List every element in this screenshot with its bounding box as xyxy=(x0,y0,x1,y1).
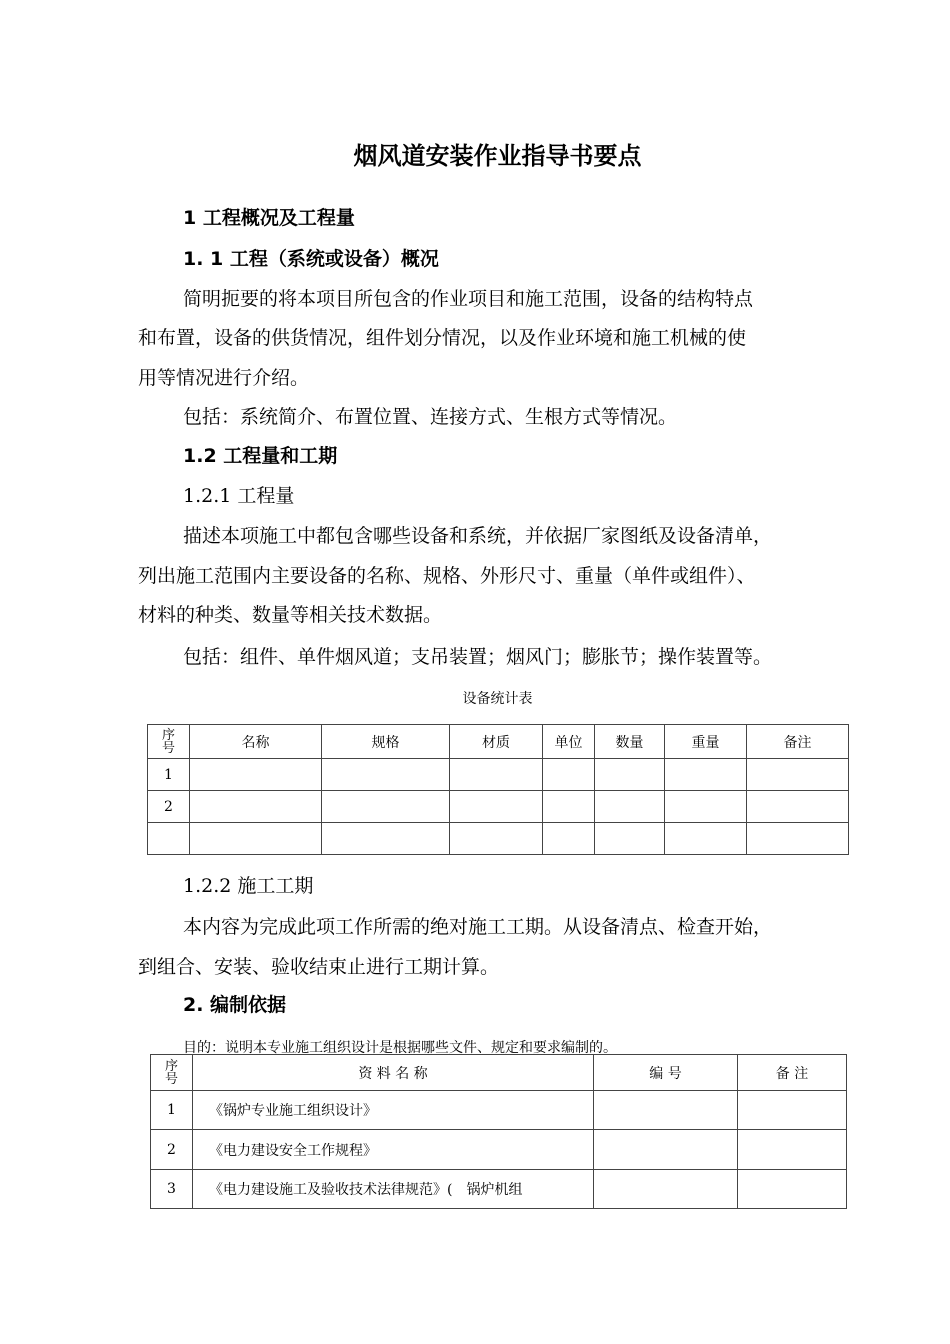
table-header-row xyxy=(148,725,849,759)
table-cell xyxy=(450,759,543,791)
table-row xyxy=(151,1091,847,1130)
header-cell: 数量 xyxy=(595,725,665,759)
table-cell xyxy=(738,1169,847,1208)
table-cell xyxy=(148,823,190,855)
table-cell xyxy=(543,759,595,791)
table-cell: 《电力建设安全工作规程》 xyxy=(193,1130,594,1169)
header-cell: 编 号 xyxy=(594,1055,738,1091)
paragraph-line: 和布置，设备的供货情况，组件划分情况，以及作业环境和施工机械的使 xyxy=(138,327,747,349)
table-header-row xyxy=(151,1055,847,1091)
section-1-2-2-heading: 1.2.2 施工工期 xyxy=(183,875,314,897)
table-cell: 2 xyxy=(148,791,190,823)
paragraph-line: 列出施工范围内主要设备的名称、规格、外形尺寸、重量（单件或组件）、 xyxy=(138,565,756,587)
table-cell: 2 xyxy=(151,1130,193,1169)
table-cell xyxy=(190,823,322,855)
table-row xyxy=(148,791,849,823)
header-cell: 名称 xyxy=(190,725,322,759)
section-2-note: 目的：说明本专业施工组织设计是根据哪些文件、规定和要求编制的。 xyxy=(183,1040,617,1056)
header-cell: 序号 xyxy=(151,1055,193,1091)
table-cell xyxy=(594,1169,738,1208)
table-cell xyxy=(665,823,747,855)
page-title: 烟风道安装作业指导书要点 xyxy=(353,142,642,170)
table-cell xyxy=(747,759,849,791)
section-1-2-heading: 1.2 工程量和工期 xyxy=(183,445,338,467)
table-cell xyxy=(322,791,450,823)
table-cell xyxy=(543,791,595,823)
table-cell xyxy=(594,1091,738,1130)
paragraph-line: 包括：组件、单件烟风道；支吊装置；烟风门；膨胀节；操作装置等。 xyxy=(183,646,773,668)
header-cell: 资 料 名 称 xyxy=(193,1055,594,1091)
paragraph-line: 本内容为完成此项工作所需的绝对施工工期。从设备清点、检查开始， xyxy=(183,916,773,938)
table-cell xyxy=(450,823,543,855)
table-row xyxy=(151,1169,847,1208)
section-1-heading: 1 工程概况及工程量 xyxy=(183,207,355,229)
table-cell xyxy=(595,791,665,823)
table-cell xyxy=(595,759,665,791)
table-row xyxy=(151,1130,847,1169)
table-cell xyxy=(322,759,450,791)
paragraph-line: 到组合、安装、验收结束止进行工期计算。 xyxy=(138,956,500,978)
table-cell xyxy=(738,1091,847,1130)
table-row xyxy=(148,759,849,791)
table-cell xyxy=(665,759,747,791)
table-cell xyxy=(190,791,322,823)
header-cell: 备注 xyxy=(747,725,849,759)
table-cell xyxy=(450,791,543,823)
table-cell xyxy=(190,759,322,791)
paragraph-line: 用等情况进行介绍。 xyxy=(138,367,310,389)
table-cell: 《电力建设施工及验收技术法律规范》( 锅炉机组 xyxy=(193,1169,594,1208)
table-cell xyxy=(543,823,595,855)
equipment-table xyxy=(147,724,849,855)
table-cell xyxy=(738,1130,847,1169)
header-cell: 材质 xyxy=(450,725,543,759)
table-cell: 《锅炉专业施工组织设计》 xyxy=(193,1091,594,1130)
paragraph-line: 描述本项施工中都包含哪些设备和系统，并依据厂家图纸及设备清单， xyxy=(183,525,773,547)
table-cell: 3 xyxy=(151,1169,193,1208)
table-cell xyxy=(747,791,849,823)
section-1-1-heading: 1. 1 工程（系统或设备）概况 xyxy=(183,248,439,270)
header-cell: 重量 xyxy=(665,725,747,759)
table-cell: 1 xyxy=(148,759,190,791)
header-cell: 备 注 xyxy=(738,1055,847,1091)
header-cell: 序号 xyxy=(148,725,190,759)
table-row xyxy=(148,823,849,855)
table-cell xyxy=(595,823,665,855)
header-cell: 单位 xyxy=(543,725,595,759)
paragraph-line: 简明扼要的将本项目所包含的作业项目和施工范围，设备的结构特点 xyxy=(183,288,754,310)
section-2-heading: 2. 编制依据 xyxy=(183,994,287,1016)
table-cell xyxy=(665,791,747,823)
section-1-2-1-heading: 1.2.1 工程量 xyxy=(183,485,295,507)
table-cell xyxy=(322,823,450,855)
paragraph-line: 包括：系统简介、布置位置、连接方式、生根方式等情况。 xyxy=(183,406,678,428)
header-cell: 规格 xyxy=(322,725,450,759)
table-caption: 设备统计表 xyxy=(462,691,533,707)
table-cell xyxy=(747,823,849,855)
table-cell xyxy=(594,1130,738,1169)
paragraph-line: 材料的种类、数量等相关技术数据。 xyxy=(138,604,443,626)
table-cell: 1 xyxy=(151,1091,193,1130)
basis-table xyxy=(150,1054,847,1209)
